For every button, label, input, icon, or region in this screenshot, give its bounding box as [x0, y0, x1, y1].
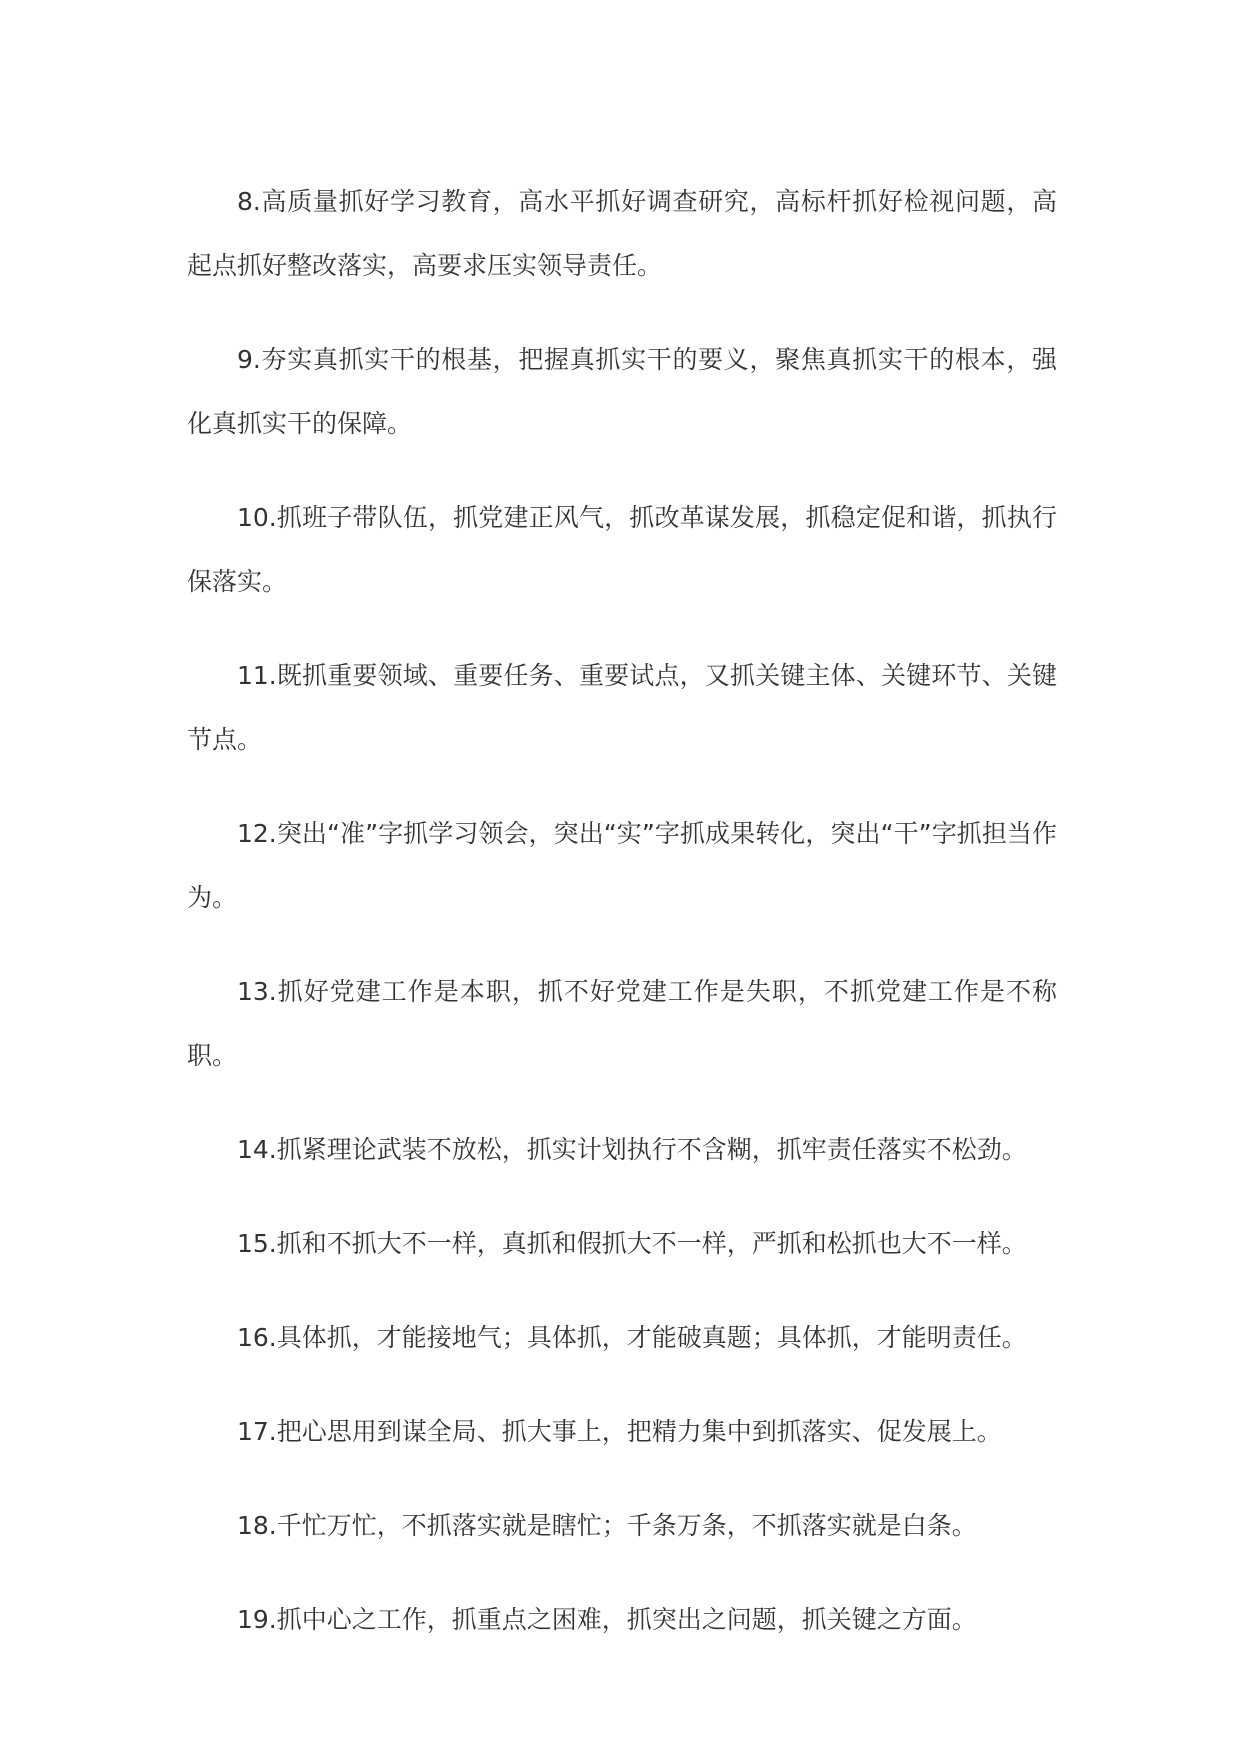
paragraph-9: 9.夯实真抓实干的根基，把握真抓实干的要义，聚焦真抓实干的根本，强化真抓实干的保障。	[187, 345, 1057, 438]
paragraph-10: 10.抓班子带队伍，抓党建正风气，抓改革谋发展，抓稳定促和谐，抓执行保落实。	[187, 503, 1057, 596]
paragraph-19: 19.抓中心之工作，抓重点之困难，抓突出之问题，抓关键之方面。	[237, 1605, 977, 1634]
paragraph-17: 17.把心思用到谋全局、抓大事上，把精力集中到抓落实、促发展上。	[237, 1417, 1002, 1446]
document-body	[187, 170, 1057, 1682]
paragraph-11: 11.既抓重要领域、重要任务、重要试点，又抓关键主体、关键环节、关键节点。	[187, 661, 1057, 754]
paragraph-16: 16.具体抓，才能接地气；具体抓，才能破真题；具体抓，才能明责任。	[237, 1323, 1027, 1352]
paragraph-14: 14.抓紧理论武装不放松，抓实计划执行不含糊，抓牢责任落实不松劲。	[237, 1135, 1027, 1164]
paragraph-12: 12.突出“准”字抓学习领会，突出“实”字抓成果转化，突出“干”字抓担当作为。	[187, 819, 1057, 912]
paragraph-8: 8.高质量抓好学习教育，高水平抓好调查研究，高标杆抓好检视问题，高起点抓好整改落实，高要求压实领导责任。	[187, 187, 1057, 280]
paragraph-18: 18.千忙万忙，不抓落实就是瞎忙；千条万条，不抓落实就是白条。	[237, 1511, 977, 1540]
paragraph-15: 15.抓和不抓大不一样，真抓和假抓大不一样，严抓和松抓也大不一样。	[237, 1229, 1027, 1258]
paragraph-13: 13.抓好党建工作是本职，抓不好党建工作是失职，不抓党建工作是不称职。	[187, 977, 1057, 1070]
